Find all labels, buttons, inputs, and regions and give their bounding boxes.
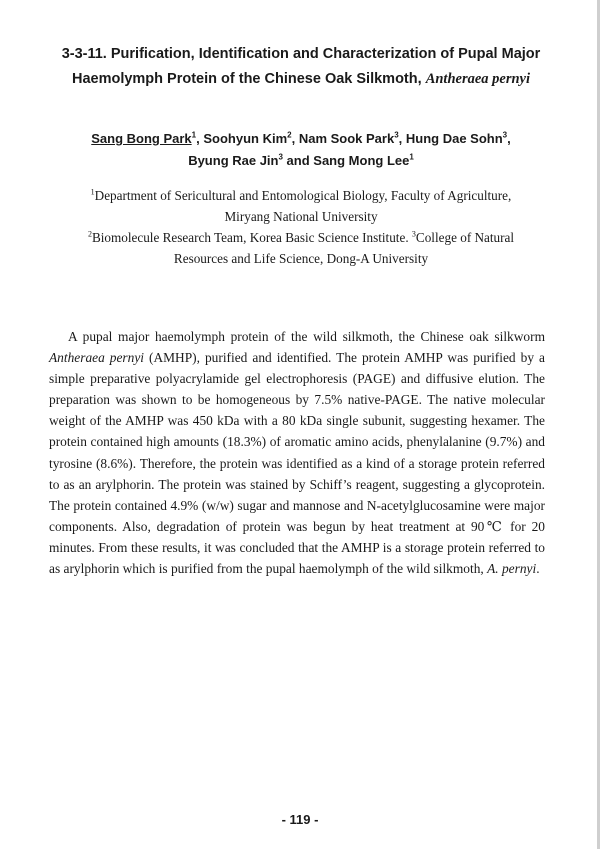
- author-affil-sup: 1: [409, 152, 414, 162]
- affiliation-text: College of Natural: [415, 230, 515, 245]
- title-text: Purification, Identification and Characterization of Pupal Major Haemolymph Protein of the Chinese Oak Silkmoth,: [71, 46, 541, 87]
- affiliation-2-3: [40, 227, 562, 269]
- abstract-text: A pupal major haemolymph protein of the wild silkmoth, the Chinese oak silkworm: [68, 329, 545, 344]
- author-presenting: Sang Bong Park: [91, 131, 192, 146]
- affiliation-text: Resources and Life Science, Dong-A University: [173, 251, 429, 266]
- affiliation-sup: 2: [87, 229, 92, 239]
- author-name: Nam Sook Park: [298, 131, 395, 146]
- page-number: - 119 -: [281, 812, 319, 827]
- abstract-species: Antheraea pernyi: [49, 350, 144, 366]
- author-affil-sup: 2: [287, 130, 292, 140]
- affiliation-text: Department of Sericultural and Entomological Biology, Faculty of Agriculture,: [94, 188, 512, 203]
- author-list: Sang Bong Park$^1$, Soohyun Kim$^2$, Nam Sook Park$^3$, Hung Dae Sohn$^3$, Byung Rae Jin$^3$ and Sang Mong Lee$^1$: [91, 130, 511, 168]
- affiliation-text: Miryang National University: [224, 209, 378, 224]
- affiliation-sup: 1: [90, 187, 95, 197]
- abstract-species-short: A. pernyi: [487, 561, 537, 577]
- title-number: 3-3-11.: [61, 46, 107, 62]
- author-name: Soohyun Kim: [203, 131, 288, 146]
- abstract-paragraph: [49, 326, 545, 579]
- author-affil-sup: 3: [278, 152, 283, 162]
- author-affil-sup: 3: [502, 130, 508, 140]
- abstract-text: (AMHP), purified and identified. The protein AMHP was purified by a simple preparative polyacrylamide gel electrophoresis (PAGE) and diffusive elution. The preparation was shown to be homogeneous by 7.5% native-PAGE. The native molecular weight of the AMHP was 450 kDa with a 80 kDa single subunit, suggesting hexamer. The protein contained high amounts (18.3%) of aromatic amino acids, phenylalanine (9.7%) and tyrosine (8.6%). Therefore, the protein was identified as a kind of a storage protein referred to as an arylphorin. The protein was stained by Schiff’s reagent, suggesting a glycoprotein. The protein contained 4.9% (w/w) sugar and mannose and N-acetylglucosamine were major components. Also, degradation of protein was begun by heat treatment at 90℃ for 20 minutes. From these results, it was concluded that the AMHP is a storage protein referred to as arylphorin which is purified from the pupal haemolymph of the wild silkmoth,: [49, 350, 545, 577]
- author-name: Byung Rae Jin: [188, 153, 279, 168]
- abstract-end: .: [536, 561, 540, 577]
- author-affil-sup: 3: [394, 130, 399, 140]
- title-species: Antheraea pernyi: [425, 71, 531, 87]
- author-name: Hung Dae Sohn: [405, 131, 503, 146]
- affiliation-1: [40, 185, 562, 227]
- author-affil-sup: 1: [191, 130, 197, 140]
- author-name: Sang Mong Lee: [313, 153, 410, 168]
- affiliation-text: Biomolecule Research Team, Korea Basic Science Institute.: [91, 230, 409, 245]
- affiliation-sup: 3: [411, 229, 416, 239]
- paper-title: [40, 42, 562, 92]
